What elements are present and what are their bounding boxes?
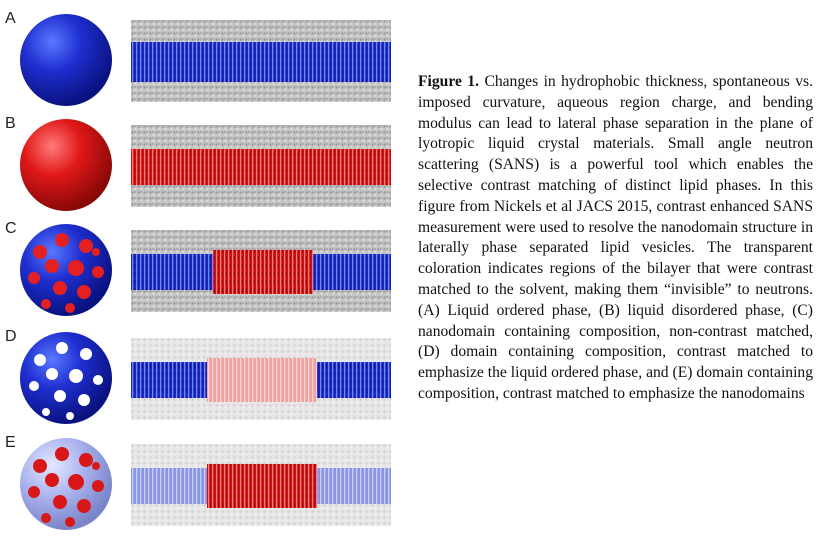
figure-label: Figure 1.: [418, 73, 480, 90]
vesicle-sphere-nanodomain-matched: [18, 436, 114, 532]
bilayer-membrane-ordered-matched: [131, 338, 391, 420]
vesicle-sphere-ordered: [18, 12, 114, 108]
panel-b: [0, 117, 400, 221]
panel-label: C: [5, 220, 17, 237]
panel-d: [0, 330, 400, 434]
bilayer-membrane-nanodomain: [131, 230, 391, 312]
panel-e: [0, 436, 400, 540]
vesicle-sphere-disordered: [18, 117, 114, 213]
bilayer-membrane-ordered: [131, 20, 391, 102]
panel-label: E: [5, 434, 16, 451]
panel-c: [0, 222, 400, 326]
panel-label: B: [5, 115, 16, 132]
figure-caption: [418, 72, 813, 502]
bilayer-membrane-nanodomain-matched: [131, 444, 391, 526]
panel-label: A: [5, 10, 16, 27]
bilayer-membrane-disordered: [131, 125, 391, 207]
panel-label: D: [5, 328, 17, 345]
panel-a: [0, 12, 400, 116]
caption-text: Changes in hydrophobic thickness, spontaneous vs. imposed curvature, aqueous region charge, and bending modulus can lead to lateral phase separation in the plane of lyotropic liquid crystal materials. Small angle neutron scattering (SANS) is a powerful tool which enables the selective contrast matching of distinct lipid phases. In this figure from Nickels et al JACS 2015, contrast enhanced SANS measurement were used to resolve the nanodomain structure in laterally phase separated lipid vesicles. The transparent coloration indicates regions of the bilayer that were contrast matched to the solvent, making them “invisible” to neutrons. (A) Liquid ordered phase, (B) liquid disordered phase, (C) nanodomain containing composition, non-contrast matched, (D) domain containing composition, contrast matched to emphasize the liquid ordered phase, and (E) domain containing composition, contrast matched to emphasize the nanodomains: [418, 73, 813, 402]
vesicle-sphere-ordered-matched: [18, 330, 114, 426]
vesicle-sphere-nanodomain: [18, 222, 114, 318]
